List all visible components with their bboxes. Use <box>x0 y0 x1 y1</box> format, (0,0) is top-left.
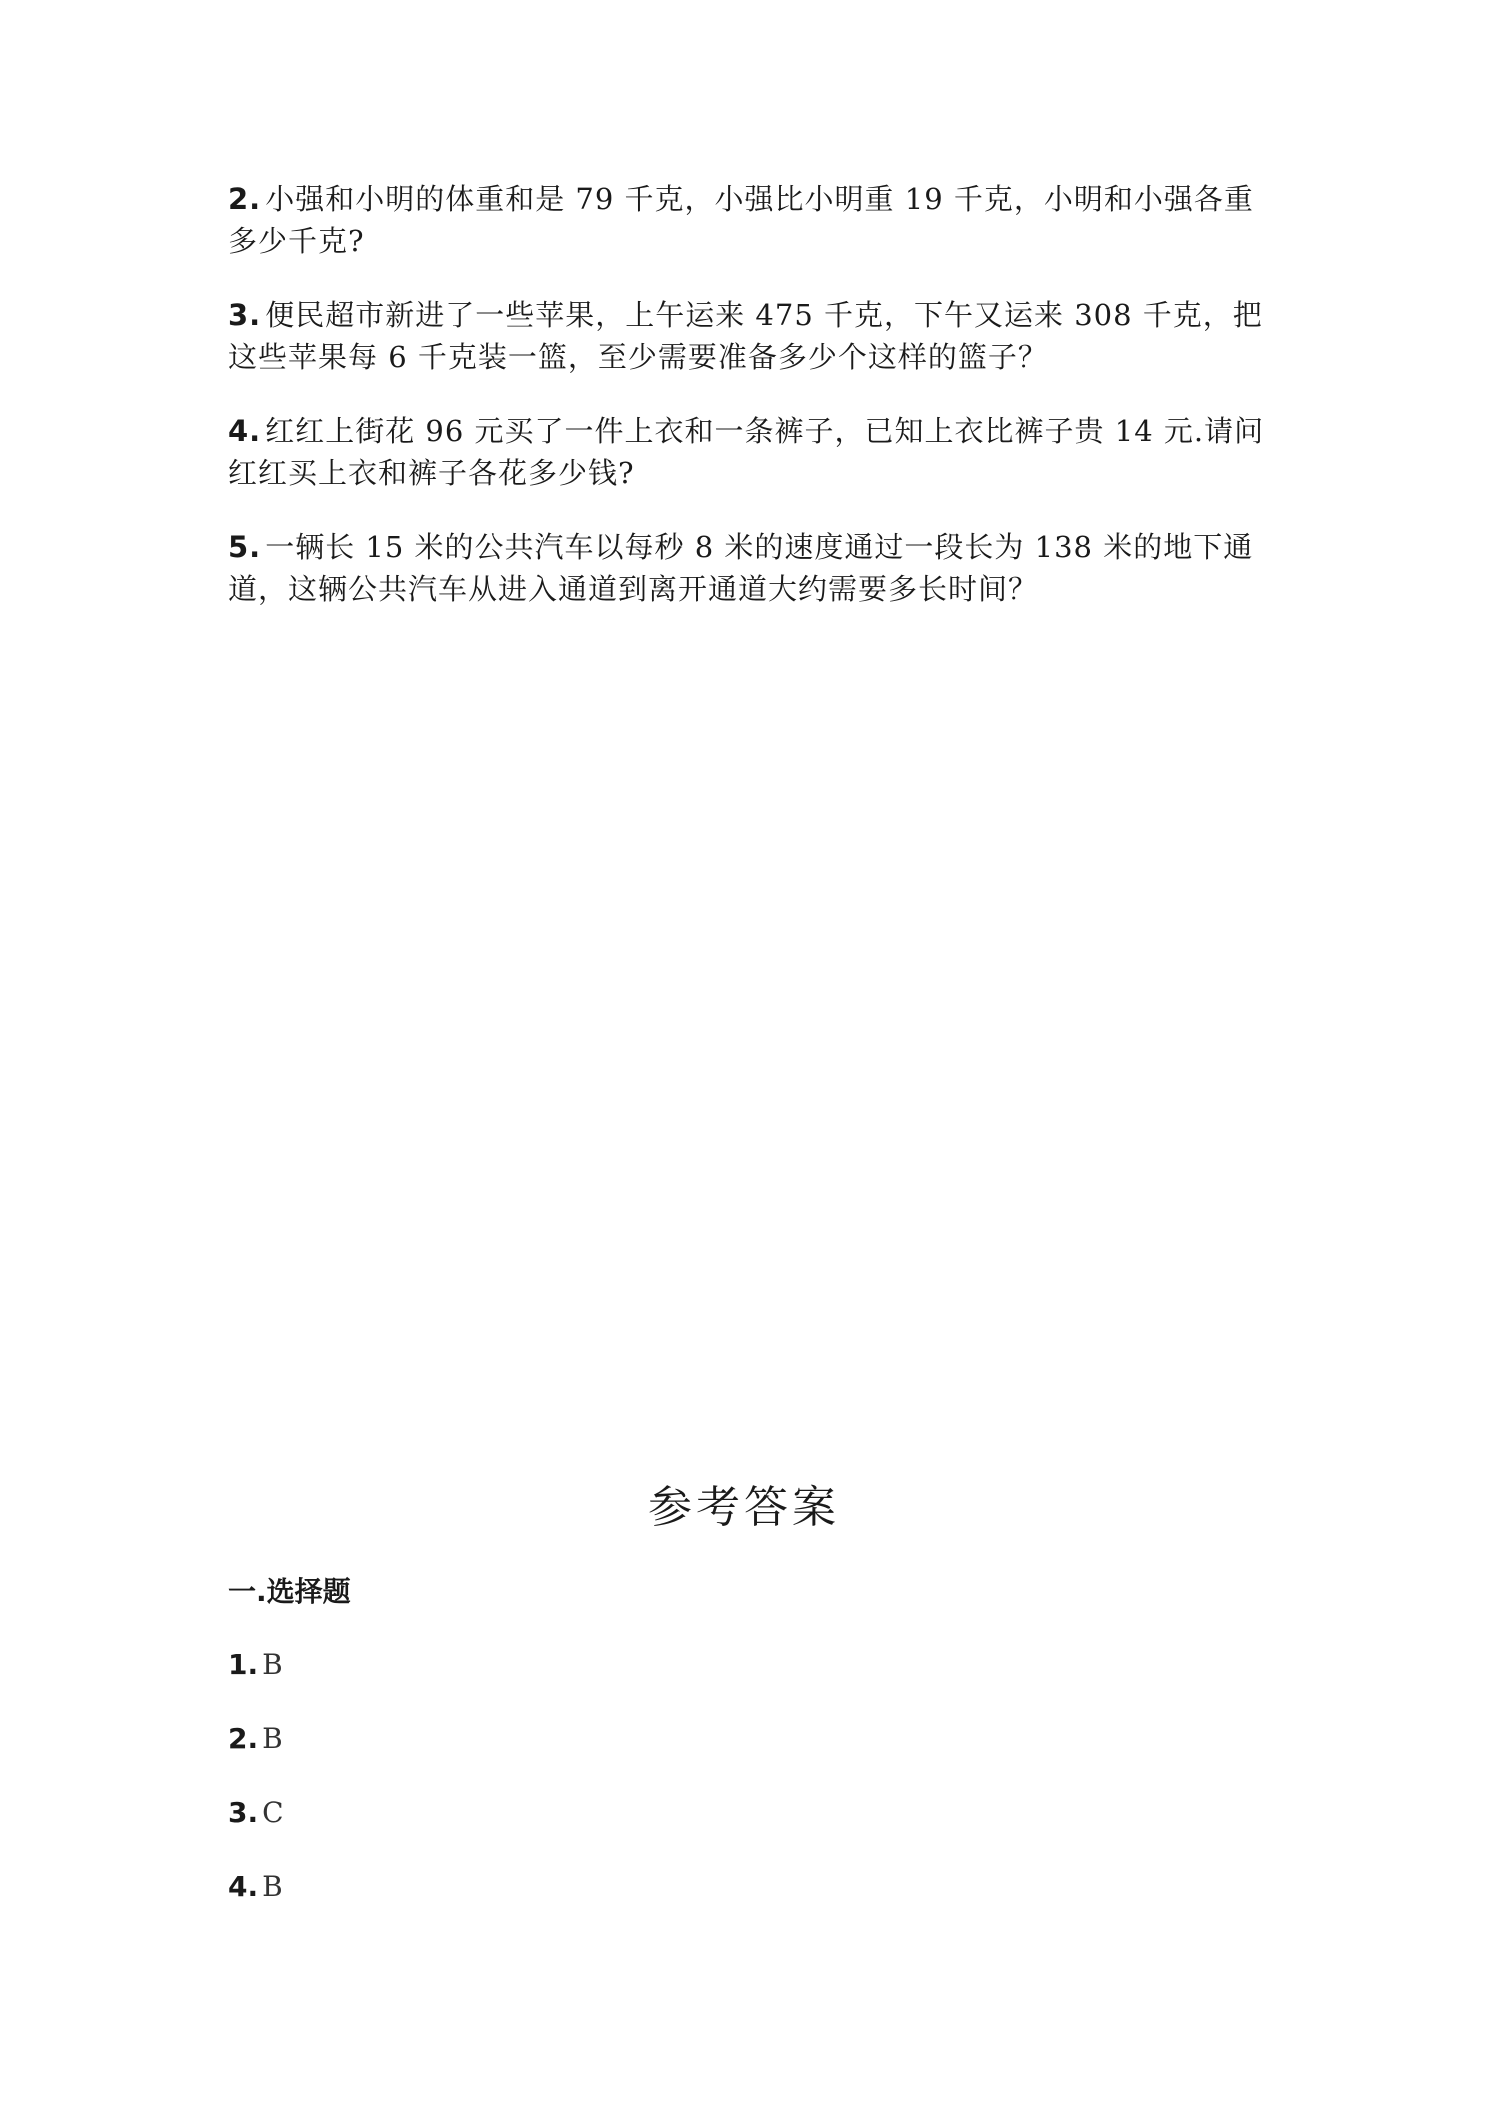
problem-text: 小强和小明的体重和是 79 千克，小强比小明重 19 千克，小明和小强各重多少千克? <box>228 182 1254 258</box>
problem-item <box>228 178 1268 262</box>
answer-value: C <box>262 1796 284 1829</box>
problem-item <box>228 294 1268 378</box>
problem-text: 便民超市新进了一些苹果，上午运来 475 千克，下午又运来 308 千克，把这些苹果每 6 千克装一篮，至少需要准备多少个这样的篮子？ <box>228 298 1263 374</box>
problem-number: 5. <box>228 530 262 564</box>
answer-number: 4. <box>228 1870 259 1903</box>
answer-item <box>228 1793 284 1833</box>
answer-number: 2. <box>228 1722 259 1755</box>
answer-value: B <box>262 1870 283 1903</box>
answer-list <box>228 1645 284 1941</box>
answer-number: 3. <box>228 1796 259 1829</box>
problem-number: 4. <box>228 414 262 448</box>
answer-number: 1. <box>228 1648 259 1681</box>
answer-item <box>228 1719 284 1759</box>
problem-number: 3. <box>228 298 262 332</box>
problem-number: 2. <box>228 182 262 216</box>
section-heading: 一.选择题 <box>228 1575 351 1608</box>
problem-item <box>228 526 1268 610</box>
answer-item <box>228 1645 284 1685</box>
problem-item <box>228 410 1268 494</box>
problem-list <box>228 178 1268 642</box>
answer-value: B <box>262 1722 283 1755</box>
answer-value: B <box>262 1648 283 1681</box>
answer-item <box>228 1867 284 1907</box>
problem-text: 红红上街花 96 元买了一件上衣和一条裤子，已知上衣比裤子贵 14 元.请问红红买上衣和裤子各花多少钱? <box>228 414 1265 490</box>
problem-text: 一辆长 15 米的公共汽车以每秒 8 米的速度通过一段长为 138 米的地下通道，这辆公共汽车从进入通道到离开通道大约需要多长时间？ <box>228 530 1254 606</box>
answers-title: 参考答案 <box>648 1482 840 1533</box>
